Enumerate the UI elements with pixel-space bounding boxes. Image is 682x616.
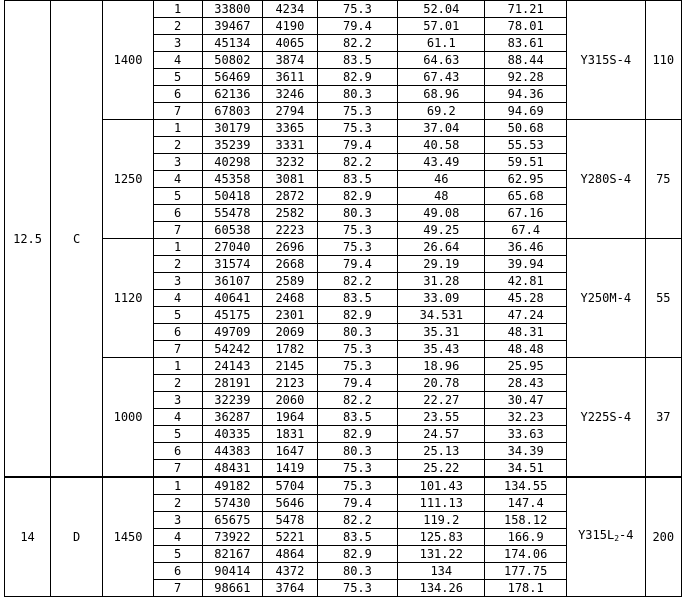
efficiency-cell: 83.5	[317, 290, 398, 307]
efficiency-cell: 75.3	[317, 341, 398, 358]
seq-cell: 7	[153, 460, 202, 478]
pressure-cell: 5646	[263, 495, 317, 512]
pressure-cell: 3764	[263, 580, 317, 597]
flow-cell: 56469	[202, 69, 263, 86]
flow-cell: 48431	[202, 460, 263, 478]
pressure-cell: 2069	[263, 324, 317, 341]
seq-cell: 5	[153, 307, 202, 324]
motor-power-cell: 30.47	[485, 392, 567, 409]
flow-cell: 40641	[202, 290, 263, 307]
shaft-power-cell: 64.63	[398, 52, 485, 69]
pressure-cell: 4234	[263, 1, 317, 18]
seq-cell: 5	[153, 188, 202, 205]
seq-cell: 2	[153, 495, 202, 512]
performance-table	[4, 0, 682, 597]
pressure-cell: 1831	[263, 426, 317, 443]
flow-cell: 30179	[202, 120, 263, 137]
efficiency-cell: 80.3	[317, 443, 398, 460]
flow-cell: 98661	[202, 580, 263, 597]
pressure-cell: 4372	[263, 563, 317, 580]
pressure-cell: 1782	[263, 341, 317, 358]
pressure-cell: 3232	[263, 154, 317, 171]
flow-cell: 36107	[202, 273, 263, 290]
pressure-cell: 3081	[263, 171, 317, 188]
motor-power-cell: 42.81	[485, 273, 567, 290]
shaft-power-cell: 134	[398, 563, 485, 580]
motor-model-suffix: -4	[619, 528, 634, 542]
flow-cell: 49709	[202, 324, 263, 341]
flow-cell: 31574	[202, 256, 263, 273]
efficiency-cell: 83.5	[317, 409, 398, 426]
motor-power-cell: 39.94	[485, 256, 567, 273]
seq-cell: 7	[153, 580, 202, 597]
seq-cell: 1	[153, 358, 202, 375]
shaft-power-cell: 29.19	[398, 256, 485, 273]
rated-power-cell: 55	[645, 239, 681, 358]
seq-cell: 3	[153, 154, 202, 171]
motor-model-base: Y315L	[578, 528, 615, 542]
pressure-cell: 3611	[263, 69, 317, 86]
shaft-power-cell: 46	[398, 171, 485, 188]
pressure-cell: 2872	[263, 188, 317, 205]
flow-cell: 45358	[202, 171, 263, 188]
rated-power-cell: 37	[645, 358, 681, 478]
motor-power-cell: 47.24	[485, 307, 567, 324]
pressure-cell: 1647	[263, 443, 317, 460]
shaft-power-cell: 35.31	[398, 324, 485, 341]
efficiency-cell: 80.3	[317, 324, 398, 341]
motor-power-cell: 25.95	[485, 358, 567, 375]
pressure-cell: 2060	[263, 392, 317, 409]
motor-power-cell: 67.16	[485, 205, 567, 222]
flow-cell: 73922	[202, 529, 263, 546]
pressure-cell: 4864	[263, 546, 317, 563]
flow-cell: 90414	[202, 563, 263, 580]
type-cell: C	[51, 1, 103, 478]
shaft-power-cell: 25.22	[398, 460, 485, 478]
flow-cell: 28191	[202, 375, 263, 392]
seq-cell: 4	[153, 529, 202, 546]
efficiency-cell: 75.3	[317, 477, 398, 495]
pressure-cell: 4065	[263, 35, 317, 52]
flow-cell: 24143	[202, 358, 263, 375]
motor-power-cell: 78.01	[485, 18, 567, 35]
motor-power-cell: 166.9	[485, 529, 567, 546]
shaft-power-cell: 34.531	[398, 307, 485, 324]
seq-cell: 3	[153, 512, 202, 529]
shaft-power-cell: 49.25	[398, 222, 485, 239]
motor-power-cell: 71.21	[485, 1, 567, 18]
motor-power-cell: 59.51	[485, 154, 567, 171]
efficiency-cell: 75.3	[317, 580, 398, 597]
pressure-cell: 3874	[263, 52, 317, 69]
motor-power-cell: 65.68	[485, 188, 567, 205]
motor-power-cell: 134.55	[485, 477, 567, 495]
speed-cell: 1400	[103, 1, 154, 120]
seq-cell: 7	[153, 103, 202, 120]
shaft-power-cell: 111.13	[398, 495, 485, 512]
pressure-cell: 3246	[263, 86, 317, 103]
flow-cell: 32239	[202, 392, 263, 409]
efficiency-cell: 80.3	[317, 86, 398, 103]
efficiency-cell: 83.5	[317, 171, 398, 188]
flow-cell: 44383	[202, 443, 263, 460]
seq-cell: 6	[153, 324, 202, 341]
motor-power-cell: 67.4	[485, 222, 567, 239]
seq-cell: 4	[153, 52, 202, 69]
table-row	[5, 358, 682, 375]
shaft-power-cell: 18.96	[398, 358, 485, 375]
flow-cell: 40298	[202, 154, 263, 171]
shaft-power-cell: 131.22	[398, 546, 485, 563]
pressure-cell: 1964	[263, 409, 317, 426]
shaft-power-cell: 23.55	[398, 409, 485, 426]
flow-cell: 67803	[202, 103, 263, 120]
efficiency-cell: 79.4	[317, 18, 398, 35]
motor-power-cell: 83.61	[485, 35, 567, 52]
shaft-power-cell: 25.13	[398, 443, 485, 460]
shaft-power-cell: 43.49	[398, 154, 485, 171]
motor-power-cell: 48.31	[485, 324, 567, 341]
shaft-power-cell: 68.96	[398, 86, 485, 103]
pressure-cell: 2468	[263, 290, 317, 307]
shaft-power-cell: 67.43	[398, 69, 485, 86]
flow-cell: 55478	[202, 205, 263, 222]
pressure-cell: 2696	[263, 239, 317, 256]
shaft-power-cell: 37.04	[398, 120, 485, 137]
pressure-cell: 2223	[263, 222, 317, 239]
shaft-power-cell: 49.08	[398, 205, 485, 222]
seq-cell: 1	[153, 239, 202, 256]
flow-cell: 45175	[202, 307, 263, 324]
flow-cell: 57430	[202, 495, 263, 512]
efficiency-cell: 75.3	[317, 239, 398, 256]
motor-model-cell: Y315S-4	[566, 1, 645, 120]
seq-cell: 2	[153, 18, 202, 35]
pressure-cell: 2794	[263, 103, 317, 120]
speed-cell: 1250	[103, 120, 154, 239]
seq-cell: 6	[153, 443, 202, 460]
motor-model-subscript: 2	[614, 534, 620, 543]
seq-cell: 2	[153, 375, 202, 392]
shaft-power-cell: 69.2	[398, 103, 485, 120]
seq-cell: 4	[153, 409, 202, 426]
motor-power-cell: 33.63	[485, 426, 567, 443]
shaft-power-cell: 24.57	[398, 426, 485, 443]
efficiency-cell: 75.3	[317, 1, 398, 18]
motor-power-cell: 45.28	[485, 290, 567, 307]
efficiency-cell: 75.3	[317, 103, 398, 120]
flow-cell: 40335	[202, 426, 263, 443]
shaft-power-cell: 125.83	[398, 529, 485, 546]
efficiency-cell: 75.3	[317, 460, 398, 478]
shaft-power-cell: 134.26	[398, 580, 485, 597]
efficiency-cell: 82.9	[317, 307, 398, 324]
table-row	[5, 239, 682, 256]
flow-cell: 45134	[202, 35, 263, 52]
motor-model-cell: Y280S-4	[566, 120, 645, 239]
type-cell: D	[51, 477, 103, 597]
efficiency-cell: 75.3	[317, 222, 398, 239]
speed-cell: 1120	[103, 239, 154, 358]
seq-cell: 3	[153, 392, 202, 409]
efficiency-cell: 79.4	[317, 495, 398, 512]
efficiency-cell: 82.9	[317, 546, 398, 563]
motor-power-cell: 62.95	[485, 171, 567, 188]
flow-cell: 49182	[202, 477, 263, 495]
seq-cell: 7	[153, 222, 202, 239]
shaft-power-cell: 48	[398, 188, 485, 205]
rated-power-cell: 110	[645, 1, 681, 120]
flow-cell: 65675	[202, 512, 263, 529]
rated-power-cell: 200	[645, 477, 681, 597]
shaft-power-cell: 35.43	[398, 341, 485, 358]
shaft-power-cell: 119.2	[398, 512, 485, 529]
pressure-cell: 2582	[263, 205, 317, 222]
pressure-cell: 2301	[263, 307, 317, 324]
efficiency-cell: 79.4	[317, 256, 398, 273]
motor-power-cell: 36.46	[485, 239, 567, 256]
seq-cell: 6	[153, 86, 202, 103]
shaft-power-cell: 20.78	[398, 375, 485, 392]
motor-power-cell: 32.23	[485, 409, 567, 426]
table-row	[5, 477, 682, 495]
pressure-cell: 2145	[263, 358, 317, 375]
motor-power-cell: 147.4	[485, 495, 567, 512]
efficiency-cell: 79.4	[317, 137, 398, 154]
seq-cell: 3	[153, 273, 202, 290]
pressure-cell: 5221	[263, 529, 317, 546]
seq-cell: 6	[153, 205, 202, 222]
efficiency-cell: 82.2	[317, 35, 398, 52]
shaft-power-cell: 61.1	[398, 35, 485, 52]
rated-power-cell: 75	[645, 120, 681, 239]
speed-cell: 1000	[103, 358, 154, 478]
seq-cell: 2	[153, 256, 202, 273]
efficiency-cell: 80.3	[317, 563, 398, 580]
motor-power-cell: 94.36	[485, 86, 567, 103]
table-row	[5, 1, 682, 18]
flow-cell: 60538	[202, 222, 263, 239]
flow-cell: 35239	[202, 137, 263, 154]
seq-cell: 7	[153, 341, 202, 358]
motor-power-cell: 177.75	[485, 563, 567, 580]
motor-power-cell: 88.44	[485, 52, 567, 69]
efficiency-cell: 82.2	[317, 392, 398, 409]
flow-cell: 27040	[202, 239, 263, 256]
shaft-power-cell: 31.28	[398, 273, 485, 290]
efficiency-cell: 82.2	[317, 273, 398, 290]
seq-cell: 6	[153, 563, 202, 580]
flow-cell: 62136	[202, 86, 263, 103]
motor-model-cell: Y250M-4	[566, 239, 645, 358]
motor-power-cell: 178.1	[485, 580, 567, 597]
pressure-cell: 2589	[263, 273, 317, 290]
motor-model-cell	[566, 477, 645, 597]
seq-cell: 1	[153, 477, 202, 495]
pressure-cell: 2123	[263, 375, 317, 392]
efficiency-cell: 82.2	[317, 154, 398, 171]
efficiency-cell: 80.3	[317, 205, 398, 222]
flow-cell: 82167	[202, 546, 263, 563]
seq-cell: 1	[153, 1, 202, 18]
motor-power-cell: 174.06	[485, 546, 567, 563]
motor-power-cell: 28.43	[485, 375, 567, 392]
motor-model-cell: Y225S-4	[566, 358, 645, 478]
shaft-power-cell: 57.01	[398, 18, 485, 35]
pressure-cell: 3365	[263, 120, 317, 137]
seq-cell: 4	[153, 290, 202, 307]
table-body	[5, 1, 682, 597]
pressure-cell: 4190	[263, 18, 317, 35]
efficiency-cell: 82.9	[317, 69, 398, 86]
shaft-power-cell: 33.09	[398, 290, 485, 307]
motor-power-cell: 50.68	[485, 120, 567, 137]
seq-cell: 1	[153, 120, 202, 137]
motor-power-cell: 34.39	[485, 443, 567, 460]
motor-power-cell: 34.51	[485, 460, 567, 478]
shaft-power-cell: 40.58	[398, 137, 485, 154]
motor-power-cell: 55.53	[485, 137, 567, 154]
flow-cell: 50802	[202, 52, 263, 69]
efficiency-cell: 83.5	[317, 52, 398, 69]
pressure-cell: 1419	[263, 460, 317, 478]
head-cell: 14	[5, 477, 51, 597]
efficiency-cell: 75.3	[317, 358, 398, 375]
pressure-cell: 5478	[263, 512, 317, 529]
flow-cell: 54242	[202, 341, 263, 358]
pressure-cell: 5704	[263, 477, 317, 495]
seq-cell: 5	[153, 546, 202, 563]
seq-cell: 4	[153, 171, 202, 188]
seq-cell: 2	[153, 137, 202, 154]
efficiency-cell: 75.3	[317, 120, 398, 137]
shaft-power-cell: 101.43	[398, 477, 485, 495]
flow-cell: 39467	[202, 18, 263, 35]
seq-cell: 5	[153, 426, 202, 443]
motor-power-cell: 94.69	[485, 103, 567, 120]
motor-power-cell: 48.48	[485, 341, 567, 358]
motor-power-cell: 92.28	[485, 69, 567, 86]
shaft-power-cell: 52.04	[398, 1, 485, 18]
pressure-cell: 2668	[263, 256, 317, 273]
motor-power-cell: 158.12	[485, 512, 567, 529]
table-row	[5, 120, 682, 137]
flow-cell: 50418	[202, 188, 263, 205]
shaft-power-cell: 26.64	[398, 239, 485, 256]
speed-cell: 1450	[103, 477, 154, 597]
efficiency-cell: 82.9	[317, 188, 398, 205]
efficiency-cell: 82.2	[317, 512, 398, 529]
shaft-power-cell: 22.27	[398, 392, 485, 409]
flow-cell: 33800	[202, 1, 263, 18]
seq-cell: 5	[153, 69, 202, 86]
efficiency-cell: 79.4	[317, 375, 398, 392]
efficiency-cell: 82.9	[317, 426, 398, 443]
head-cell: 12.5	[5, 1, 51, 478]
seq-cell: 3	[153, 35, 202, 52]
flow-cell: 36287	[202, 409, 263, 426]
pressure-cell: 3331	[263, 137, 317, 154]
efficiency-cell: 83.5	[317, 529, 398, 546]
